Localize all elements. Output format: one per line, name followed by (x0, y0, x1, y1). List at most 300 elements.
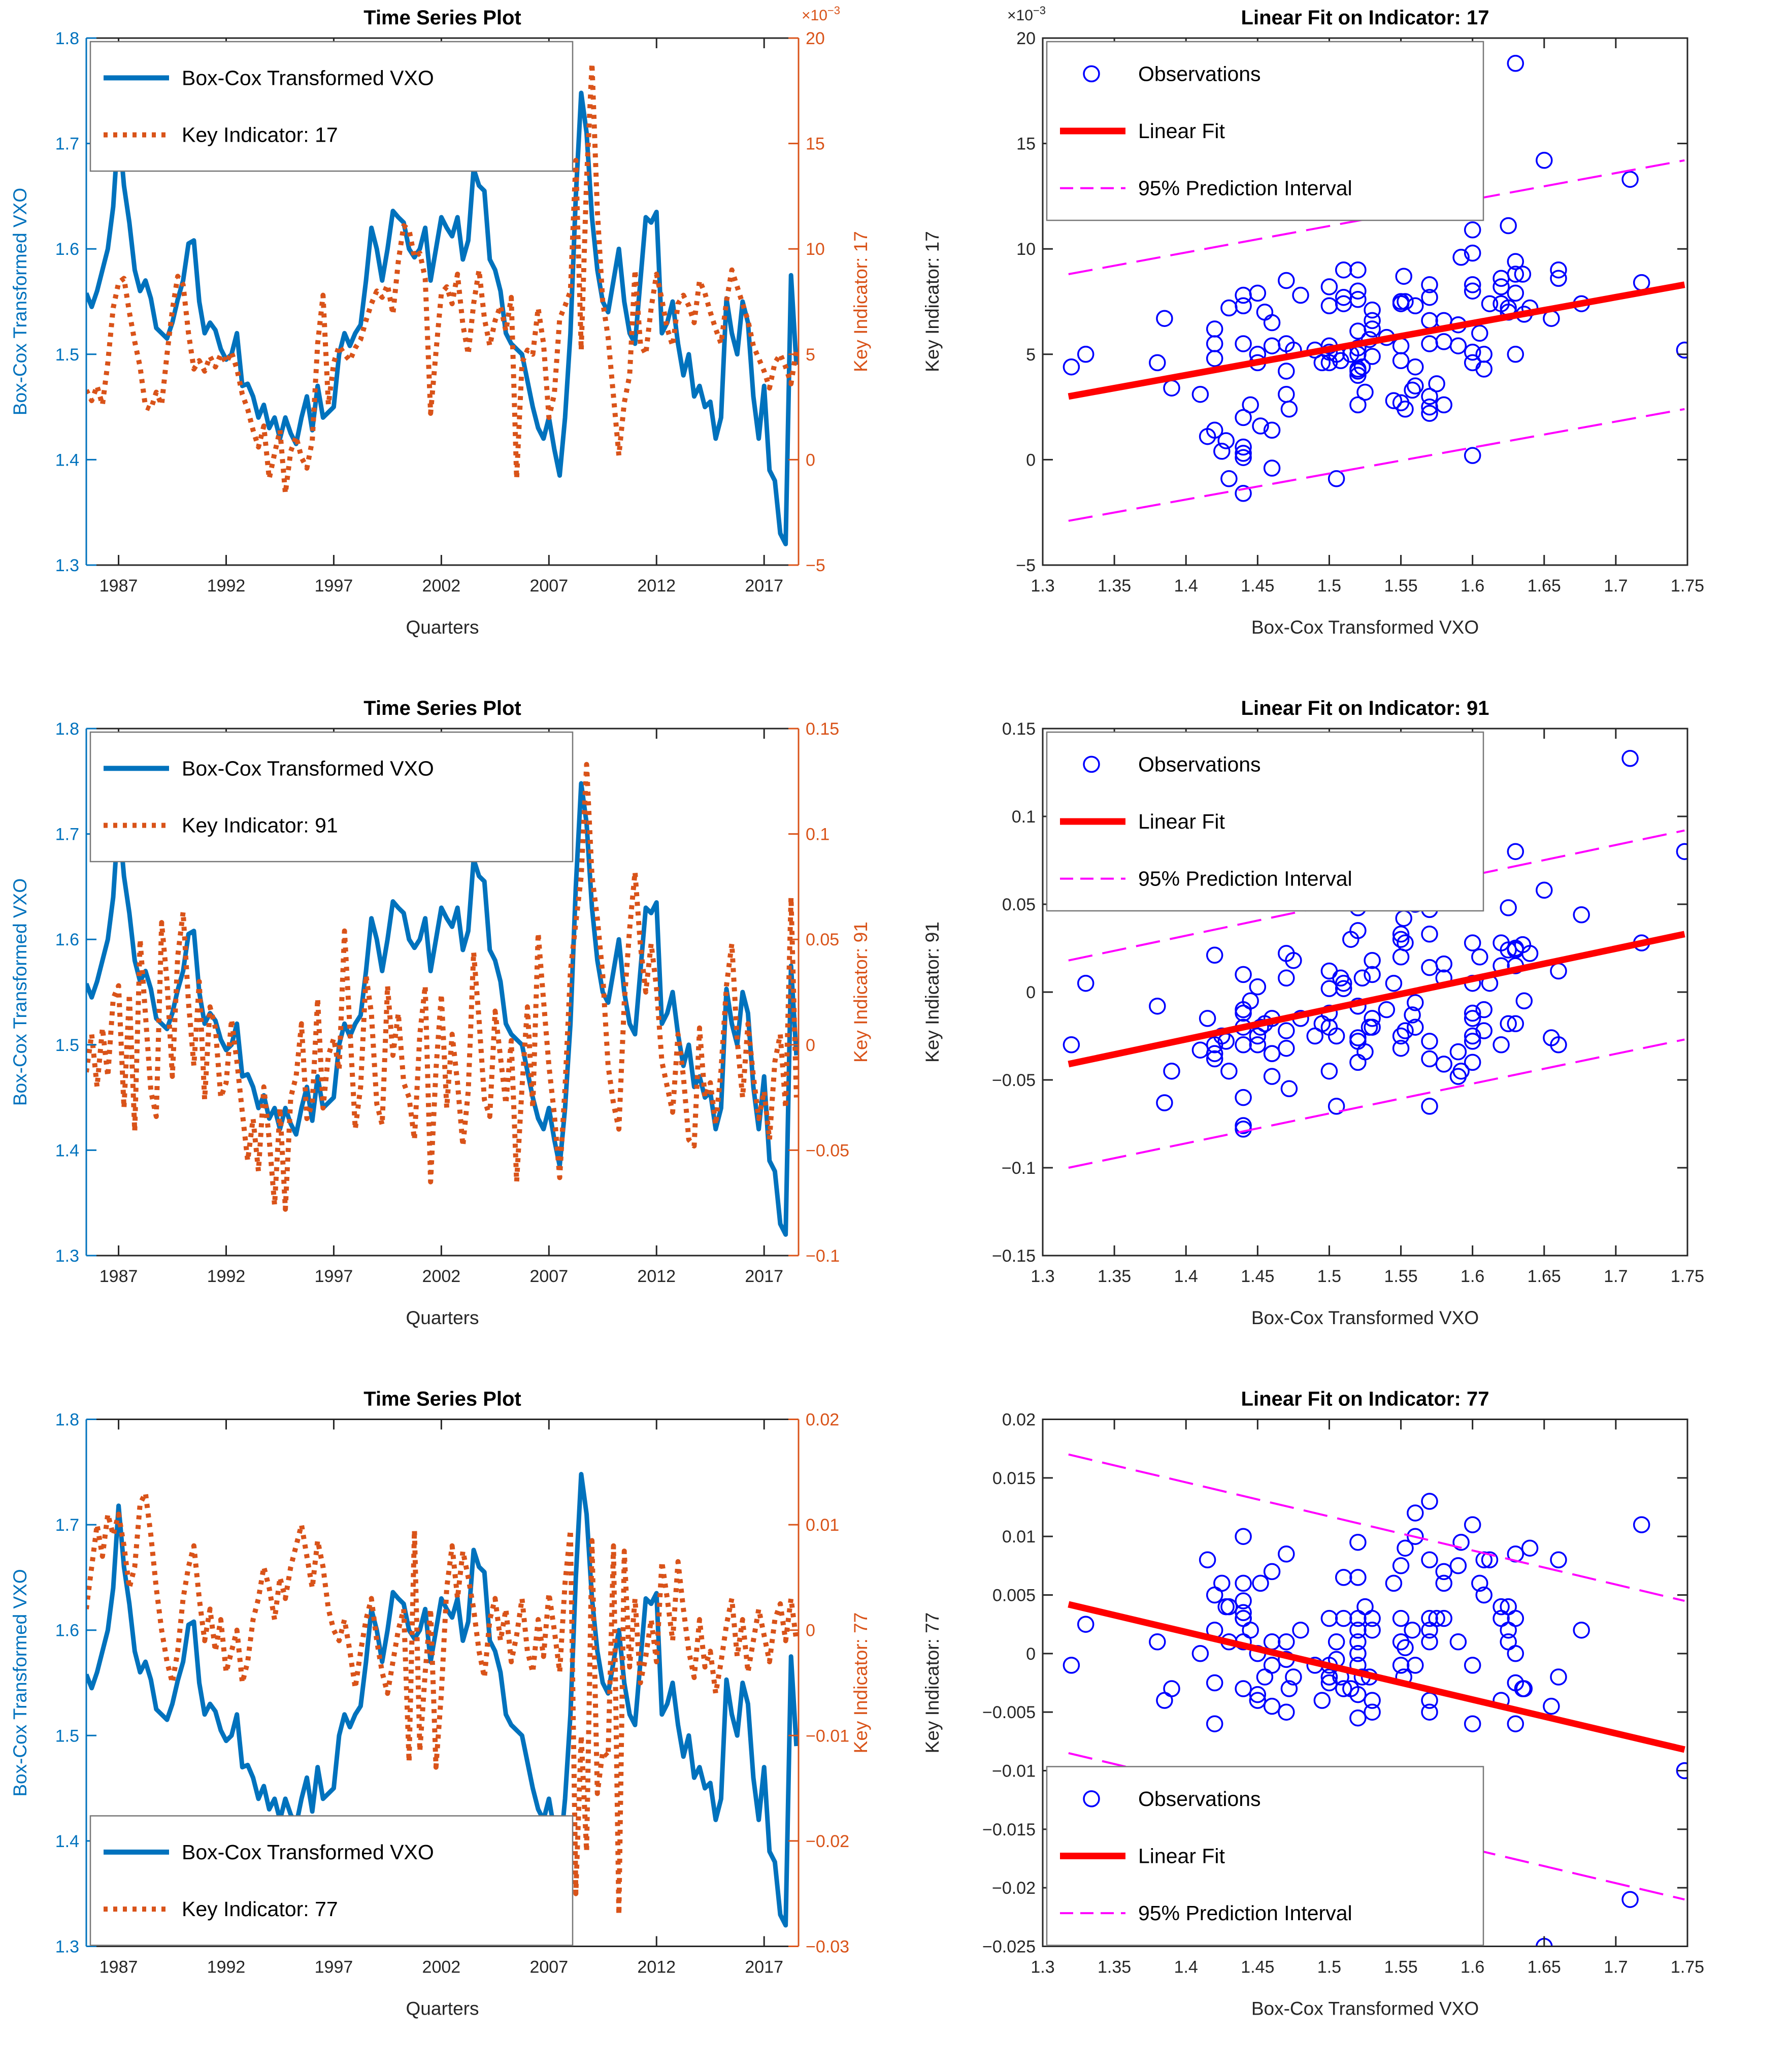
observation-point (1236, 1006, 1251, 1021)
observation-point (1436, 957, 1451, 972)
observation-point (1350, 1034, 1366, 1049)
x-tick-label: 1997 (314, 1957, 353, 1977)
observation-point (1192, 1042, 1208, 1058)
observation-point (1350, 323, 1366, 339)
observation-point (1265, 1699, 1280, 1714)
left-y-tick-label: 1.5 (55, 1035, 79, 1055)
observation-point (1354, 970, 1370, 985)
observation-point (1365, 953, 1380, 968)
observation-point (1279, 1041, 1294, 1056)
observation-point (1279, 970, 1294, 985)
observation-point (1207, 321, 1222, 337)
observation-point (1192, 387, 1208, 402)
observation-point (1422, 1494, 1437, 1509)
left-y-tick-label: 1.3 (55, 1937, 79, 1957)
y-tick-label: 0.015 (992, 1468, 1036, 1488)
timeseries-plot-indicator-91 (0, 690, 896, 1381)
observation-point (1508, 347, 1523, 362)
y-tick-label: −0.1 (1001, 1159, 1036, 1178)
observation-point (1265, 461, 1280, 476)
observation-point (1250, 979, 1265, 995)
observation-point (1574, 1623, 1589, 1638)
right-y-tick-label: −5 (806, 556, 825, 575)
observation-point (1279, 1704, 1294, 1720)
y-tick-label: 0 (1026, 1644, 1036, 1664)
observation-point (1476, 347, 1491, 362)
observation-point (1250, 285, 1265, 301)
timeseries-plot-indicator-17 (0, 0, 896, 690)
y-tick-label: 20 (1016, 29, 1036, 48)
observation-point (1279, 387, 1294, 402)
right-y-tick-label: 15 (806, 134, 825, 154)
observation-point (1207, 1716, 1222, 1731)
observation-point (1243, 1623, 1258, 1638)
x-tick-label: 1.45 (1241, 576, 1275, 596)
observation-point (1336, 1570, 1351, 1585)
right-y-tick-label: −0.01 (806, 1726, 850, 1746)
observation-point (1436, 397, 1451, 412)
linear-fit-line (1069, 1604, 1685, 1750)
observation-point (1422, 1099, 1437, 1114)
observation-point (1422, 313, 1437, 328)
observation-point (1236, 967, 1251, 982)
left-y-tick-label: 1.3 (55, 556, 79, 575)
legend-entry-label: Observations (1138, 1787, 1261, 1811)
observation-point (1279, 1547, 1294, 1562)
right-y-tick-label: 0 (806, 1035, 815, 1055)
observation-point (1422, 1623, 1437, 1638)
observation-point (1394, 1558, 1409, 1573)
x-tick-label: 1.6 (1461, 1267, 1485, 1286)
left-y-tick-label: 1.7 (55, 825, 79, 844)
x-tick-label: 1992 (207, 576, 246, 596)
x-tick-label: 1.4 (1174, 576, 1198, 596)
observation-point (1622, 172, 1638, 187)
observation-point (1281, 402, 1297, 417)
observation-point (1150, 1634, 1165, 1650)
plot-title: Time Series Plot (363, 697, 521, 719)
right-y-tick-label: −0.03 (806, 1937, 850, 1957)
x-tick-label: 1.7 (1604, 1957, 1628, 1977)
observation-point (1357, 1044, 1373, 1060)
observation-point (1422, 927, 1437, 942)
observation-point (1164, 1681, 1179, 1696)
observation-point (1465, 222, 1480, 238)
legend-entry-label: Key Indicator: 17 (182, 123, 338, 147)
x-tick-label: 1.35 (1098, 1267, 1132, 1286)
observation-point (1336, 1611, 1351, 1626)
observation-point (1207, 351, 1222, 366)
right-y-tick-label: 0.1 (806, 825, 830, 844)
observation-point (1350, 397, 1366, 412)
plot-title: Time Series Plot (363, 7, 521, 29)
plot-title: Linear Fit on Indicator: 91 (1241, 697, 1489, 719)
legend-entry-label: Observations (1138, 752, 1261, 776)
observation-point (1236, 1575, 1251, 1591)
observation-point (1465, 1055, 1480, 1070)
x-tick-label: 1987 (99, 1957, 138, 1977)
x-tick-label: 1.55 (1384, 576, 1418, 596)
observation-point (1622, 751, 1638, 766)
x-tick-label: 1.45 (1241, 1267, 1275, 1286)
observation-point (1221, 301, 1237, 316)
observation-point (1281, 1081, 1297, 1096)
observation-point (1157, 1693, 1172, 1708)
plot-title: Linear Fit on Indicator: 17 (1241, 7, 1489, 29)
x-tick-label: 2017 (745, 576, 784, 596)
y-tick-label: 0.01 (1002, 1527, 1036, 1547)
observation-point (1064, 1037, 1079, 1053)
observation-point (1253, 1575, 1268, 1591)
observation-point (1365, 1611, 1380, 1626)
observation-point (1279, 1023, 1294, 1038)
right-y-axis-label: Key Indicator: 77 (850, 1612, 871, 1754)
legend-entry-label: 95% Prediction Interval (1138, 867, 1352, 891)
right-y-tick-label: 0.05 (806, 930, 840, 950)
observation-point (1408, 378, 1423, 393)
observation-point (1677, 343, 1692, 358)
y-tick-label: −0.005 (982, 1703, 1036, 1723)
observation-point (1214, 1575, 1230, 1591)
y-tick-label: −0.05 (991, 1071, 1036, 1090)
y-axis-label: Key Indicator: 17 (922, 231, 943, 372)
x-axis-label: Box-Cox Transformed VXO (1251, 1307, 1479, 1328)
observation-point (1078, 347, 1093, 362)
observation-point (1350, 1535, 1366, 1550)
observation-point (1265, 1658, 1280, 1673)
linear-fit-plot-indicator-17 (896, 0, 1791, 690)
x-tick-label: 1.5 (1317, 1957, 1342, 1977)
observation-point (1265, 1564, 1280, 1579)
left-y-tick-label: 1.6 (55, 930, 79, 950)
plot-title: Linear Fit on Indicator: 77 (1241, 1388, 1489, 1410)
x-tick-label: 1.4 (1174, 1957, 1198, 1977)
legend-box (90, 732, 573, 862)
plot-title: Time Series Plot (363, 1388, 521, 1410)
x-tick-label: 1.55 (1384, 1957, 1418, 1977)
observation-point (1207, 1588, 1222, 1603)
y-tick-label: −0.15 (991, 1246, 1036, 1266)
observation-point (1321, 981, 1337, 996)
observation-point (1336, 262, 1351, 278)
observation-point (1537, 882, 1552, 898)
observation-point (1494, 1037, 1509, 1053)
right-y-tick-label: −0.1 (806, 1246, 840, 1266)
observation-point (1157, 1095, 1172, 1110)
observation-point (1150, 999, 1165, 1014)
observation-point (1465, 448, 1480, 463)
observation-point (1472, 949, 1487, 965)
observation-point (1236, 1122, 1251, 1137)
right-y-tick-label: −0.05 (806, 1141, 850, 1161)
observation-point (1265, 1046, 1280, 1061)
observation-point (1508, 1611, 1523, 1626)
right-y-axis-label: Key Indicator: 17 (850, 231, 871, 372)
observation-point (1236, 1529, 1251, 1544)
y-tick-label: 0.05 (1002, 895, 1036, 914)
observation-point (1265, 1069, 1280, 1084)
observation-point (1307, 1029, 1322, 1044)
observation-point (1207, 336, 1222, 351)
observation-point (1501, 900, 1516, 915)
observation-point (1394, 949, 1409, 965)
observation-point (1386, 1575, 1401, 1591)
x-tick-label: 1.75 (1670, 1267, 1705, 1286)
observation-point (1329, 471, 1344, 486)
x-tick-label: 1.45 (1241, 1957, 1275, 1977)
x-tick-label: 1.6 (1461, 576, 1485, 596)
observation-point (1472, 325, 1487, 341)
observation-point (1398, 1540, 1413, 1556)
right-y-tick-label: 0 (806, 450, 815, 470)
right-y-tick-label: 5 (806, 345, 815, 365)
x-tick-label: 1.4 (1174, 1267, 1198, 1286)
x-tick-label: 1992 (207, 1267, 246, 1286)
observation-point (1265, 315, 1280, 331)
x-tick-label: 1.55 (1384, 1267, 1418, 1286)
observation-point (1257, 1669, 1272, 1685)
right-y-tick-label: 10 (806, 240, 825, 259)
upper-prediction-interval-line (1069, 1455, 1685, 1601)
x-tick-label: 1.35 (1098, 576, 1132, 596)
observation-point (1501, 1634, 1516, 1650)
observation-point (1236, 298, 1251, 313)
observation-point (1265, 1634, 1280, 1650)
observation-point (1422, 1552, 1437, 1567)
observation-point (1465, 1517, 1480, 1532)
observation-point (1236, 1090, 1251, 1105)
left-y-axis-label: Box-Cox Transformed VXO (10, 1569, 30, 1797)
x-tick-label: 1.3 (1031, 1267, 1055, 1286)
x-axis-label: Quarters (406, 617, 479, 638)
observation-point (1365, 967, 1380, 982)
lower-prediction-interval-line (1069, 1039, 1685, 1168)
left-y-tick-label: 1.6 (55, 1621, 79, 1640)
observation-point (1396, 911, 1411, 926)
observation-point (1078, 976, 1093, 991)
y-tick-label: −0.02 (991, 1879, 1036, 1898)
timeseries-plot-indicator-77 (0, 1381, 896, 2072)
observation-point (1207, 1675, 1222, 1691)
observation-point (1064, 359, 1079, 375)
x-axis-label: Quarters (406, 1998, 479, 2019)
y-tick-label: −5 (1016, 556, 1036, 575)
y-tick-label: −0.015 (982, 1820, 1036, 1839)
observation-point (1508, 1646, 1523, 1661)
y-tick-label: −0.01 (991, 1761, 1036, 1781)
x-tick-label: 2017 (745, 1267, 784, 1286)
y-tick-label: 0.1 (1011, 807, 1036, 827)
x-tick-label: 2007 (529, 1267, 569, 1286)
observation-point (1293, 1623, 1308, 1638)
legend-entry-label: Box-Cox Transformed VXO (182, 1840, 434, 1864)
observation-point (1321, 964, 1337, 979)
legend-entry-label: Observations (1138, 62, 1261, 86)
legend-entry-label: Key Indicator: 77 (182, 1897, 338, 1921)
observation-point (1279, 1634, 1294, 1650)
observation-point (1450, 1558, 1466, 1573)
observation-point (1551, 964, 1566, 979)
observation-point (1200, 1552, 1215, 1567)
y-tick-label: 0.02 (1002, 1410, 1036, 1430)
observation-point (1236, 410, 1251, 425)
x-axis-label: Box-Cox Transformed VXO (1251, 1998, 1479, 2019)
observation-point (1396, 269, 1411, 284)
y-tick-label: 0.005 (992, 1586, 1036, 1605)
observation-point (1522, 1540, 1538, 1556)
observation-point (1064, 1658, 1079, 1673)
y-tick-label: 0 (1026, 983, 1036, 1002)
observation-point (1257, 305, 1272, 320)
x-tick-label: 1.65 (1527, 1957, 1561, 1977)
x-tick-label: 1.5 (1317, 1267, 1342, 1286)
observation-point (1436, 334, 1451, 349)
observation-point (1321, 1064, 1337, 1079)
observation-point (1465, 1658, 1480, 1673)
x-tick-label: 1997 (314, 576, 353, 596)
x-tick-label: 1.7 (1604, 1267, 1628, 1286)
legend-entry-label: Linear Fit (1138, 119, 1225, 143)
left-y-tick-label: 1.4 (55, 450, 79, 470)
observation-point (1157, 311, 1172, 326)
observation-point (1429, 376, 1444, 391)
x-tick-label: 1.5 (1317, 576, 1342, 596)
left-y-axis-label: Box-Cox Transformed VXO (10, 187, 30, 416)
legend-entry-label: Linear Fit (1138, 1844, 1225, 1868)
observation-point (1250, 1037, 1265, 1053)
left-y-tick-label: 1.8 (55, 719, 79, 739)
x-tick-label: 1.3 (1031, 1957, 1055, 1977)
observation-point (1200, 1011, 1215, 1026)
x-tick-label: 1.35 (1098, 1957, 1132, 1977)
observation-point (1150, 355, 1165, 370)
observation-point (1634, 1517, 1649, 1532)
observation-point (1422, 1051, 1437, 1067)
observation-point (1321, 298, 1337, 313)
observation-point (1408, 298, 1423, 313)
observation-point (1408, 1658, 1423, 1673)
observation-point (1436, 1575, 1451, 1591)
observation-point (1408, 359, 1423, 375)
observation-point (1293, 288, 1308, 303)
x-tick-label: 2012 (637, 1267, 676, 1286)
y-axis-label: Key Indicator: 91 (922, 922, 943, 1063)
observation-point (1436, 1057, 1451, 1072)
x-axis-label: Box-Cox Transformed VXO (1251, 617, 1479, 638)
legend-entry-label: Linear Fit (1138, 810, 1225, 833)
observation-point (1321, 279, 1337, 294)
x-tick-label: 2017 (745, 1957, 784, 1977)
legend-entry-label: 95% Prediction Interval (1138, 176, 1352, 200)
x-tick-label: 2002 (422, 576, 461, 596)
observation-point (1350, 1055, 1366, 1070)
right-y-tick-label: 20 (806, 29, 825, 48)
right-y-axis-label: Key Indicator: 91 (850, 922, 871, 1063)
left-y-tick-label: 1.8 (55, 29, 79, 48)
observation-point (1265, 338, 1280, 353)
left-y-tick-label: 1.7 (55, 134, 79, 154)
observation-point (1329, 1634, 1344, 1650)
linear-fit-plot-indicator-91 (896, 690, 1791, 1381)
observation-point (1422, 336, 1437, 351)
y-tick-label: −0.025 (982, 1937, 1036, 1957)
observation-point (1422, 1704, 1437, 1720)
observation-point (1398, 935, 1413, 950)
observation-point (1574, 907, 1589, 923)
observation-point (1314, 1693, 1330, 1708)
left-y-tick-label: 1.4 (55, 1831, 79, 1851)
legend-box (90, 1816, 573, 1946)
legend-entry-label: Key Indicator: 91 (182, 813, 338, 837)
observation-point (1405, 1623, 1420, 1638)
right-y-tick-label: 0 (806, 1621, 815, 1640)
x-tick-label: 2007 (529, 1957, 569, 1977)
observation-point (1221, 471, 1237, 486)
observation-point (1508, 1716, 1523, 1731)
observation-point (1321, 1611, 1337, 1626)
observation-point (1279, 364, 1294, 379)
observation-point (1350, 262, 1366, 278)
y-tick-label: 5 (1026, 345, 1036, 365)
observation-point (1078, 1617, 1093, 1632)
observation-point (1394, 1611, 1409, 1626)
observation-point (1408, 1505, 1423, 1521)
observation-point (1207, 947, 1222, 963)
observation-point (1634, 275, 1649, 290)
observation-point (1236, 1681, 1251, 1696)
observation-point (1394, 338, 1409, 353)
right-y-tick-label: −0.02 (806, 1831, 850, 1851)
legend-entry-label: 95% Prediction Interval (1138, 1901, 1352, 1925)
observation-point (1386, 976, 1401, 991)
y-tick-label: 0 (1026, 450, 1036, 470)
x-tick-label: 1.7 (1604, 576, 1628, 596)
legend-entry-label: Box-Cox Transformed VXO (182, 757, 434, 780)
axis-multiplier-label: $\times 10^{-3}$ (802, 4, 840, 24)
observation-point (1379, 1002, 1394, 1017)
observation-point (1279, 273, 1294, 288)
x-tick-label: 2002 (422, 1957, 461, 1977)
observation-point (1394, 353, 1409, 368)
observation-point (1221, 1064, 1237, 1079)
x-tick-label: 1987 (99, 576, 138, 596)
linear-fit-line (1069, 285, 1685, 397)
x-tick-label: 2012 (637, 576, 676, 596)
right-y-tick-label: 0.01 (806, 1516, 840, 1535)
x-tick-label: 1.65 (1527, 576, 1561, 596)
observation-point (1450, 338, 1466, 353)
observation-point (1551, 1552, 1566, 1567)
observation-point (1622, 1892, 1638, 1907)
observation-point (1537, 153, 1552, 168)
observation-point (1450, 1634, 1466, 1650)
observation-point (1450, 1069, 1466, 1084)
x-tick-label: 1997 (314, 1267, 353, 1286)
lower-prediction-interval-line (1069, 409, 1685, 521)
observation-point (1164, 1064, 1179, 1079)
left-y-tick-label: 1.6 (55, 240, 79, 259)
observation-point (1450, 1044, 1466, 1060)
observation-point (1365, 1011, 1380, 1026)
x-tick-label: 1.65 (1527, 1267, 1561, 1286)
observation-point (1501, 218, 1516, 234)
legend-box (90, 42, 573, 171)
observation-point (1508, 285, 1523, 301)
observation-point (1516, 993, 1532, 1008)
observation-point (1677, 844, 1692, 859)
left-y-tick-label: 1.3 (55, 1246, 79, 1266)
observation-point (1422, 960, 1437, 975)
